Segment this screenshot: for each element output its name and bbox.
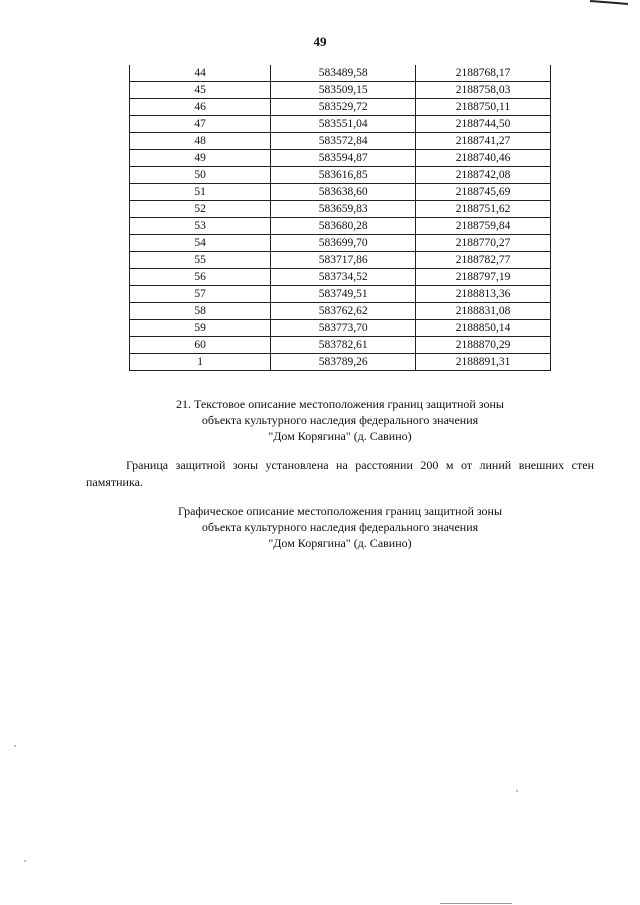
point-number-cell: 55 <box>130 252 271 269</box>
table-row <box>130 235 551 252</box>
point-number-cell: 52 <box>130 201 271 218</box>
table-row <box>130 303 551 320</box>
table-row <box>130 337 551 354</box>
y-coordinate-cell: 2188740,46 <box>416 150 551 167</box>
point-number-cell: 57 <box>130 286 271 303</box>
table-row <box>130 218 551 235</box>
coordinates-table-body <box>130 65 551 371</box>
x-coordinate-cell: 583717,86 <box>271 252 416 269</box>
y-coordinate-cell: 2188782,77 <box>416 252 551 269</box>
y-coordinate-cell: 2188741,27 <box>416 133 551 150</box>
y-coordinate-cell: 2188813,36 <box>416 286 551 303</box>
y-coordinate-cell: 2188891,31 <box>416 354 551 371</box>
scan-mark <box>588 0 632 5</box>
x-coordinate-cell: 583509,15 <box>271 82 416 99</box>
x-coordinate-cell: 583749,51 <box>271 286 416 303</box>
text-description-heading <box>0 396 640 444</box>
table-row <box>130 167 551 184</box>
x-coordinate-cell: 583529,72 <box>271 99 416 116</box>
point-number-cell: 54 <box>130 235 271 252</box>
scan-speck <box>14 745 16 747</box>
point-number-cell: 48 <box>130 133 271 150</box>
coordinates-table <box>129 65 551 371</box>
x-coordinate-cell: 583594,87 <box>271 150 416 167</box>
table-row <box>130 133 551 150</box>
x-coordinate-cell: 583734,52 <box>271 269 416 286</box>
graphic-description-heading <box>0 503 640 551</box>
point-number-cell: 50 <box>130 167 271 184</box>
x-coordinate-cell: 583572,84 <box>271 133 416 150</box>
y-coordinate-cell: 2188770,27 <box>416 235 551 252</box>
x-coordinate-cell: 583659,83 <box>271 201 416 218</box>
x-coordinate-cell: 583789,26 <box>271 354 416 371</box>
y-coordinate-cell: 2188797,19 <box>416 269 551 286</box>
x-coordinate-cell: 583773,70 <box>271 320 416 337</box>
y-coordinate-cell: 2188751,62 <box>416 201 551 218</box>
page-number: 49 <box>313 34 327 49</box>
point-number-cell: 58 <box>130 303 271 320</box>
heading-line: Графическое описание местоположения границ защитной зоны <box>177 504 503 518</box>
scan-speck <box>516 790 518 792</box>
x-coordinate-cell: 583638,60 <box>271 184 416 201</box>
point-number-cell: 45 <box>130 82 271 99</box>
x-coordinate-cell: 583680,28 <box>271 218 416 235</box>
heading-line: объекта культурного наследия федерального значения <box>201 520 479 534</box>
x-coordinate-cell: 583762,62 <box>271 303 416 320</box>
x-coordinate-cell: 583489,58 <box>271 65 416 82</box>
table-row <box>130 286 551 303</box>
scan-speck <box>24 860 26 862</box>
y-coordinate-cell: 2188742,08 <box>416 167 551 184</box>
y-coordinate-cell: 2188768,17 <box>416 65 551 82</box>
point-number-cell: 56 <box>130 269 271 286</box>
y-coordinate-cell: 2188870,29 <box>416 337 551 354</box>
point-number-cell: 51 <box>130 184 271 201</box>
x-coordinate-cell: 583699,70 <box>271 235 416 252</box>
heading-line: "Дом Корягина" (д. Савино) <box>268 429 412 443</box>
table-row <box>130 116 551 133</box>
table-row <box>130 320 551 337</box>
y-coordinate-cell: 2188831,08 <box>416 303 551 320</box>
scan-line <box>440 903 512 904</box>
point-number-cell: 59 <box>130 320 271 337</box>
point-number-cell: 53 <box>130 218 271 235</box>
point-number-cell: 1 <box>130 354 271 371</box>
x-coordinate-cell: 583782,61 <box>271 337 416 354</box>
y-coordinate-cell: 2188750,11 <box>416 99 551 116</box>
point-number-cell: 49 <box>130 150 271 167</box>
x-coordinate-cell: 583551,04 <box>271 116 416 133</box>
table-row <box>130 354 551 371</box>
table-row <box>130 99 551 116</box>
heading-line: "Дом Корягина" (д. Савино) <box>268 536 412 550</box>
table-row <box>130 269 551 286</box>
point-number-cell: 47 <box>130 116 271 133</box>
boundary-paragraph: Граница защитной зоны установлена на расстоянии 200 м от линий внешних стен памятника. <box>86 458 594 489</box>
y-coordinate-cell: 2188850,14 <box>416 320 551 337</box>
point-number-cell: 46 <box>130 99 271 116</box>
y-coordinate-cell: 2188759,84 <box>416 218 551 235</box>
x-coordinate-cell: 583616,85 <box>271 167 416 184</box>
y-coordinate-cell: 2188744,50 <box>416 116 551 133</box>
y-coordinate-cell: 2188758,03 <box>416 82 551 99</box>
y-coordinate-cell: 2188745,69 <box>416 184 551 201</box>
point-number-cell: 44 <box>130 65 271 82</box>
table-row <box>130 82 551 99</box>
point-number-cell: 60 <box>130 337 271 354</box>
heading-line: 21. Текстовое описание местоположения границ защитной зоны <box>176 397 504 411</box>
heading-line: объекта культурного наследия федерального значения <box>201 413 479 427</box>
table-row <box>130 201 551 218</box>
table-row <box>130 150 551 167</box>
table-row <box>130 65 551 82</box>
table-row <box>130 252 551 269</box>
table-row <box>130 184 551 201</box>
